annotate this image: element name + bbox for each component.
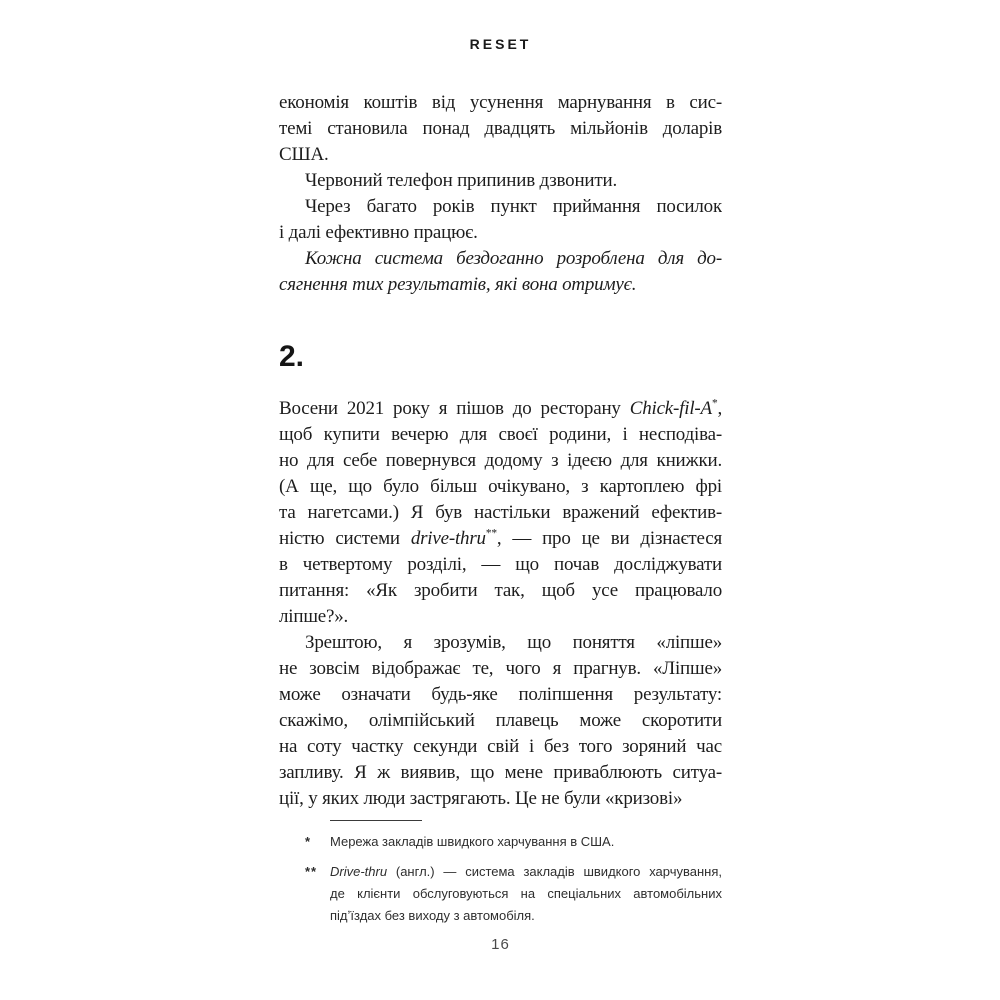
body-paragraph (279, 194, 722, 246)
text-line: Кожна система бездоганно розроблена для до- (305, 248, 722, 269)
text-line: Восени 2021 року я пішов до ресторану Chick-fil-A*, (279, 397, 722, 419)
text-line: ністю системи drive-thru**, — про це ви дізнаєтеся (279, 527, 722, 549)
text-line: може означати будь-яке поліпшення результату: (279, 684, 722, 705)
body-paragraph (279, 90, 722, 168)
text-line: ліпше?». (279, 606, 349, 627)
footnote-line: Drive-thru (англ.) — система закладів швидкого харчування, (330, 864, 722, 879)
text-line: скажімо, олімпійський плавець може скоротити (279, 710, 722, 731)
text-line: питання: «Як зробити так, щоб усе працювало (279, 580, 722, 601)
text-line: запливу. Я ж виявив, що мене приваблюють ситуа- (279, 762, 722, 783)
footnote (279, 831, 722, 853)
text-line: економія коштів від усунення марнування в сис- (279, 92, 722, 113)
footnote-list (279, 831, 722, 927)
text-line: ції, у яких люди застрягають. Це не були «кризові» (279, 788, 683, 809)
paragraphs-before-section (279, 90, 722, 298)
footnote-separator (330, 820, 422, 821)
body-paragraph (279, 246, 722, 298)
text-line: сягнення тих результатів, які вона отримує. (279, 274, 637, 295)
body-paragraph (279, 168, 722, 194)
text-line: Зрештою, я зрозумів, що поняття «ліпше» (305, 632, 722, 653)
text-line: щоб купити вечерю для своєї родини, і несподіва- (279, 424, 722, 445)
text-line: США. (279, 144, 329, 165)
footnote-line: Мережа закладів швидкого харчування в США. (330, 834, 615, 849)
text-line: в четвертому розділі, — що почав досліджувати (279, 554, 722, 575)
text-line: і далі ефективно працює. (279, 222, 478, 243)
text-line: та нагетсами.) Я був настільки вражений ефектив- (279, 502, 722, 523)
page-number: 16 (491, 936, 510, 953)
section-number: 2. (279, 340, 305, 373)
footnote-marker: ** (305, 864, 318, 879)
body-paragraph (279, 630, 722, 812)
text-line: Червоний телефон припинив дзвонити. (305, 170, 618, 191)
paragraphs-after-section (279, 396, 722, 812)
text-line: но для себе повернувся додому з ідеєю для книжки. (279, 450, 722, 471)
footnote-line: де клієнти обслуговуються на спеціальних автомобільних (330, 886, 722, 901)
running-head: RESET (469, 36, 532, 52)
footnote-marker: * (305, 834, 312, 849)
text-line: не зовсім відображає те, чого я прагнув. «Ліпше» (279, 658, 722, 679)
text-line: Через багато років пункт приймання посилок (305, 196, 722, 217)
body-paragraph (279, 396, 722, 630)
text-line: (А ще, що було більш очікувано, з картоплею фрі (279, 476, 722, 497)
footnotes-block (279, 820, 722, 927)
footnote (279, 861, 722, 927)
text-block (279, 90, 722, 935)
footnote-line: підʼїздах без виходу з автомобіля. (330, 908, 535, 923)
text-line: темі становила понад двадцять мільйонів доларів (279, 118, 722, 139)
text-line: на соту частку секунди свій і без того зоряний час (279, 736, 722, 757)
